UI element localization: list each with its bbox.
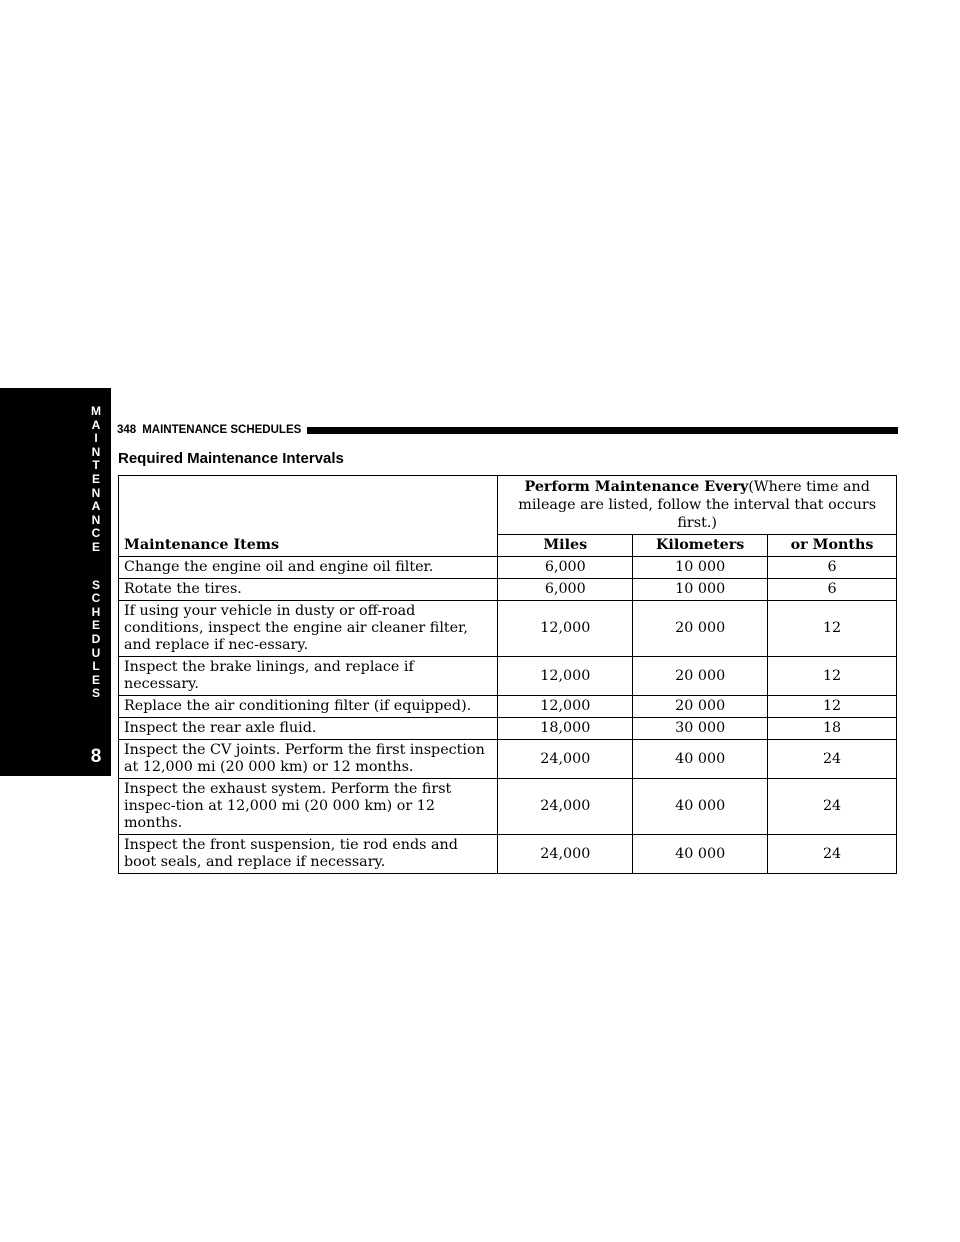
maintenance-item-cell: Replace the air conditioning filter (if equipped). xyxy=(119,696,498,718)
maintenance-item-cell: Inspect the rear axle fluid. xyxy=(119,718,498,740)
miles-cell: 12,000 xyxy=(498,601,633,657)
maintenance-item-cell: Inspect the CV joints. Perform the first inspection at 12,000 mi (20 000 km) or 12 months. xyxy=(119,740,498,779)
kilometers-cell: 40 000 xyxy=(633,779,768,835)
side-tab-letter: E xyxy=(91,672,100,687)
table-row xyxy=(119,657,897,696)
table-row xyxy=(119,579,897,601)
side-tab-letter: I xyxy=(94,431,98,446)
table-row xyxy=(119,601,897,657)
side-tab-letter: N xyxy=(91,485,101,500)
table-row xyxy=(119,718,897,740)
kilometers-cell: 20 000 xyxy=(633,601,768,657)
maintenance-intervals-table xyxy=(118,475,897,874)
kilometers-cell: 20 000 xyxy=(633,696,768,718)
months-cell: 24 xyxy=(768,779,897,835)
side-tab-letter: C xyxy=(91,591,101,606)
table-row xyxy=(119,779,897,835)
page-number: 348 xyxy=(117,424,137,436)
maintenance-item-cell: Change the engine oil and engine oil filter. xyxy=(119,557,498,579)
side-tab-letter: H xyxy=(91,604,101,619)
perform-every-label: Perform Maintenance Every xyxy=(524,479,749,495)
miles-cell: 18,000 xyxy=(498,718,633,740)
months-cell: 12 xyxy=(768,696,897,718)
miles-cell: 24,000 xyxy=(498,835,633,874)
months-cell: 24 xyxy=(768,835,897,874)
miles-cell: 6,000 xyxy=(498,579,633,601)
months-cell: 6 xyxy=(768,557,897,579)
maintenance-items-header: Maintenance Items xyxy=(119,476,498,557)
chapter-number: 8 xyxy=(90,746,102,767)
kilometers-cell: 10 000 xyxy=(633,579,768,601)
table-row xyxy=(119,740,897,779)
table-row xyxy=(119,557,897,579)
months-header: or Months xyxy=(768,535,897,557)
side-tab-letter: E xyxy=(91,618,100,633)
months-cell: 24 xyxy=(768,740,897,779)
kilometers-header: Kilometers xyxy=(633,535,768,557)
section-title: Required Maintenance Intervals xyxy=(118,450,344,467)
side-tab-letter: T xyxy=(92,458,100,473)
maintenance-item-cell: Inspect the front suspension, tie rod ends and boot seals, and replace if necessary. xyxy=(119,835,498,874)
table-header-row xyxy=(119,476,897,535)
miles-cell: 12,000 xyxy=(498,696,633,718)
kilometers-cell: 40 000 xyxy=(633,740,768,779)
side-tab-letter: A xyxy=(91,417,101,432)
kilometers-cell: 10 000 xyxy=(633,557,768,579)
months-cell: 12 xyxy=(768,657,897,696)
side-tab-letter: L xyxy=(92,659,100,674)
miles-cell: 12,000 xyxy=(498,657,633,696)
side-tab-letter: U xyxy=(91,645,101,660)
side-tab-letter: M xyxy=(91,404,101,418)
side-tab-letter: D xyxy=(91,631,101,646)
maintenance-item-cell: Inspect the brake linings, and replace if necessary. xyxy=(119,657,498,696)
side-tab-letter: E xyxy=(91,471,100,486)
side-tab-letter: C xyxy=(91,526,101,541)
side-tab-letter: S xyxy=(91,577,100,592)
side-tab-letter: A xyxy=(91,499,101,514)
months-cell: 18 xyxy=(768,718,897,740)
chapter-side-letters xyxy=(84,405,108,701)
table-row xyxy=(119,835,897,874)
maintenance-item-cell: Rotate the tires. xyxy=(119,579,498,601)
kilometers-cell: 20 000 xyxy=(633,657,768,696)
side-tab-letter: N xyxy=(91,512,101,527)
table-row xyxy=(119,696,897,718)
kilometers-cell: 40 000 xyxy=(633,835,768,874)
miles-cell: 24,000 xyxy=(498,740,633,779)
chapter-side-tab xyxy=(0,388,81,776)
miles-cell: 6,000 xyxy=(498,557,633,579)
header-rule xyxy=(307,427,898,434)
miles-header: Miles xyxy=(498,535,633,557)
months-cell: 6 xyxy=(768,579,897,601)
side-tab-letter: E xyxy=(91,539,100,554)
side-tab-letter: S xyxy=(91,686,100,701)
perform-every-note: (Where time and mileage are listed, follow the interval that occurs first.) xyxy=(518,479,877,531)
running-section-title: MAINTENANCE SCHEDULES xyxy=(142,424,302,436)
maintenance-item-cell: If using your vehicle in dusty or off-road conditions, inspect the engine air cleaner filter, and replace if nec-essary. xyxy=(119,601,498,657)
page-header xyxy=(117,421,898,439)
maintenance-item-cell: Inspect the exhaust system. Perform the first inspec-tion at 12,000 mi (20 000 km) or 12 months. xyxy=(119,779,498,835)
months-cell: 12 xyxy=(768,601,897,657)
side-tab-letter: N xyxy=(91,444,101,459)
miles-cell: 24,000 xyxy=(498,779,633,835)
kilometers-cell: 30 000 xyxy=(633,718,768,740)
perform-every-header xyxy=(498,476,897,535)
